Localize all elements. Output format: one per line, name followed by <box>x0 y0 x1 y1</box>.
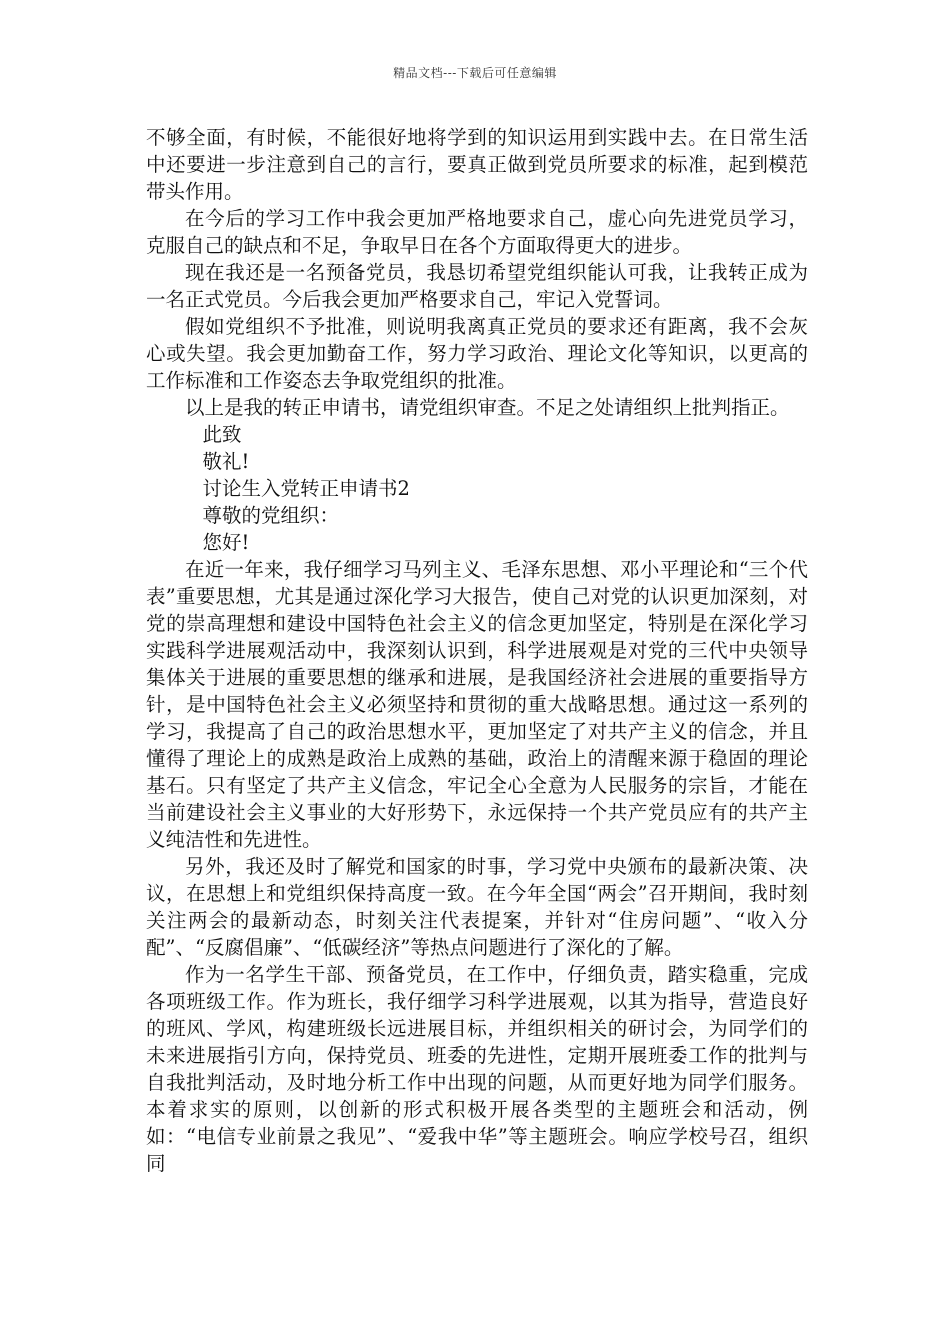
paragraph: 假如党组织不予批准，则说明我离真正党员的要求还有距离，我不会灰心或失望。我会更加勤奋工作，努力学习政治、理论文化等知识，以更高的工作标准和工作姿态去争取党组织的批准。 <box>146 315 808 392</box>
closing-regards: 敬礼! <box>202 450 250 473</box>
paragraph: 在近一年来，我仔细学习马列主义、毛泽东思想、邓小平理论和“三个代表”重要思想，尤其是通过深化学习大报告，使自己对党的认识更加深刻，对党的崇高理想和建设中国特色社会主义的信念更加坚定，特别是在深化学习实践科学进展观活动中，我深刻认识到，科学进展观是对党的三代中央领导集体关于进展的重要思想的继承和进展，是我国经济社会进展的重要指导方针，是中国特色社会主义必须坚持和贯彻的重大战略思想。通过这一系列的学习，我提高了自己的政治思想水平，更加坚定了对共产主义的信念，并且懂得了理论上的成熟是政治上成熟的基础，政治上的清醒来源于稳固的理论基石。只有坚定了共产主义信念，牢记全心全意为人民服务的宗旨，才能在当前建设社会主义事业的大好形势下，永远保持一个共产党员应有的共产主义纯洁性和先进性。 <box>146 558 808 851</box>
closing-salutation: 此致 <box>202 423 242 446</box>
paragraph: 作为一名学生干部、预备党员，在工作中，仔细负责，踏实稳重，完成各项班级工作。作为班长，我仔细学习科学进展观，以其为指导，营造良好的班风、学风，构建班级长远进展目标，并组织相关的研讨会，为同学们的未来进展指引方向，保持党员、班委的先进性，定期开展班委工作的批判与自我批判活动，及时地分析工作中出现的问题，从而更好地为同学们服务。本着求实的原则，以创新的形式积极开展各类型的主题班会和活动，例如：“电信专业前景之我见”、“爱我中华”等主题班会。响应学校号召，组织同 <box>146 963 808 1175</box>
document-body <box>146 124 808 1177</box>
document-title: 讨论生入党转正申请书2 <box>202 477 410 500</box>
paragraph: 以上是我的转正申请书，请党组织审查。不足之处请组织上批判指正。 <box>185 396 790 419</box>
paragraph: 在今后的学习工作中我会更加严格地要求自己，虚心向先进党员学习，克服自己的缺点和不足，争取早日在各个方面取得更大的进步。 <box>146 207 808 257</box>
paragraph: 另外，我还及时了解党和国家的时事，学习党中央颁布的最新决策、决议，在思想上和党组织保持高度一致。在今年全国“两会”召开期间，我时刻关注两会的最新动态，时刻关注代表提案，并针对“住房问题”、“收入分配”、“反腐倡廉”、“低碳经济”等热点问题进行了深化的了解。 <box>146 855 808 959</box>
paragraph: 不够全面，有时候，不能很好地将学到的知识运用到实践中去。在日常生活中还要进一步注意到自己的言行，要真正做到党员所要求的标准，起到模范带头作用。 <box>146 126 808 203</box>
addressee: 尊敬的党组织： <box>202 504 340 527</box>
greeting: 您好! <box>202 531 250 554</box>
paragraph: 现在我还是一名预备党员，我恳切希望党组织能认可我，让我转正成为一名正式党员。今后我会更加严格要求自己，牢记入党誓词。 <box>146 261 808 311</box>
page-header: 精品文档---下载后可任意编辑 <box>393 66 557 80</box>
